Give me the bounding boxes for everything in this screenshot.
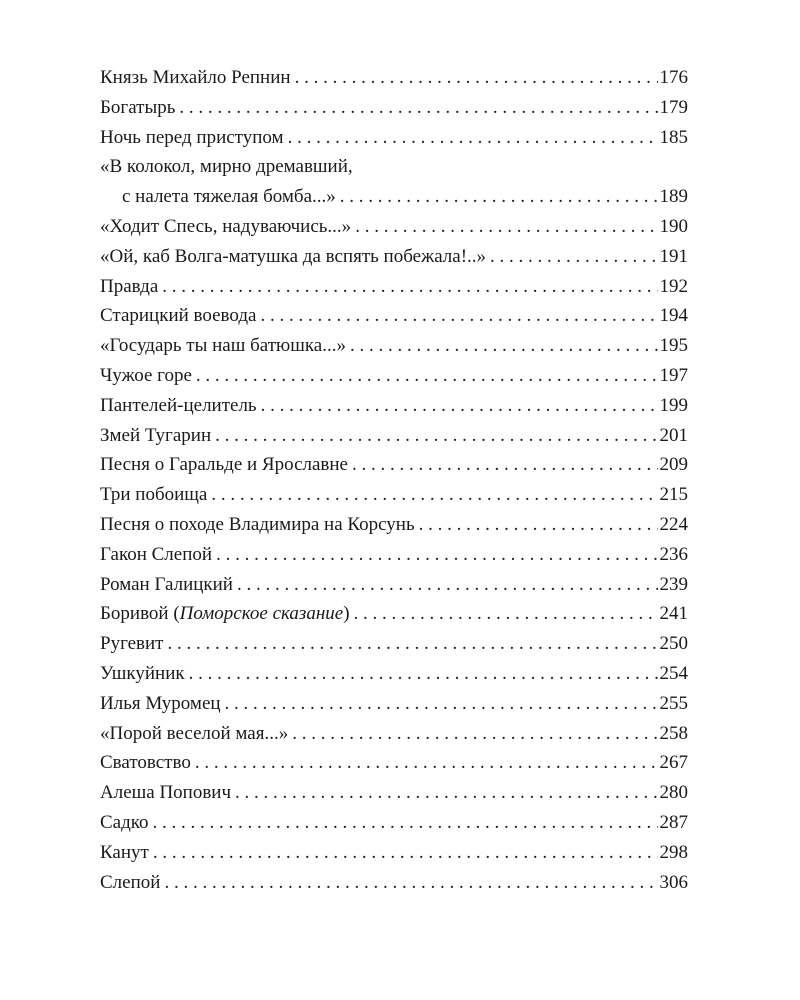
toc-leader-dots (354, 599, 658, 629)
toc-entry-title: Боривой ( (100, 603, 180, 625)
toc-entry-page: 236 (659, 543, 688, 565)
toc-entry-page: 224 (659, 513, 688, 535)
toc-entry (100, 480, 688, 510)
toc-entry-title: Алеша Попович (100, 782, 232, 804)
toc-entry (100, 599, 688, 629)
toc-entry-page: 254 (659, 662, 688, 684)
toc-entry-title: Песня о Гаральде и Ярославне (100, 454, 348, 476)
toc-entry-page: 189 (659, 186, 688, 208)
toc-entry-page: 267 (659, 752, 688, 774)
toc-entry (100, 93, 688, 123)
toc-entry-title: Князь Михайло Репнин (100, 67, 291, 88)
toc-entry (100, 570, 688, 600)
toc-entry (100, 272, 688, 302)
toc-entry (100, 659, 688, 689)
toc-entry-subtitle: Поморское сказание (179, 603, 344, 625)
toc-entry-title: Богатырь (100, 96, 176, 118)
toc-entry-title: «Государь ты наш батюшка...» (100, 335, 346, 357)
toc-entry-page: 185 (659, 126, 688, 148)
toc-entry-page: 194 (659, 305, 688, 327)
toc-entry-page: 250 (659, 633, 688, 655)
toc-entry (100, 838, 688, 868)
toc-leader-dots (340, 182, 658, 212)
toc-entry-title-close: ) (343, 603, 350, 625)
toc-leader-dots (195, 748, 658, 778)
table-of-contents (100, 63, 688, 897)
toc-entry-page: 255 (659, 692, 688, 714)
toc-leader-dots (490, 242, 657, 272)
toc-entry-title: Сватовство (100, 752, 191, 774)
toc-entry (100, 301, 688, 331)
toc-entry (100, 778, 688, 808)
toc-entry-page: 179 (659, 96, 688, 118)
toc-entry (100, 123, 688, 153)
toc-entry-page: 306 (659, 871, 688, 893)
toc-leader-dots (237, 570, 658, 600)
toc-entry-page: 215 (659, 484, 688, 506)
toc-entry-title: «Ходит Спесь, надуваючись...» (100, 215, 352, 237)
toc-entry-title: Ругевит (100, 633, 164, 655)
toc-entry-page: 241 (659, 603, 688, 625)
toc-entry (100, 540, 688, 570)
toc-entry (100, 63, 688, 93)
toc-entry (100, 242, 688, 272)
toc-entry-page: 239 (659, 573, 688, 595)
toc-entry-title: «Порой веселой мая...» (100, 722, 289, 744)
toc-entry-title: Правда (100, 275, 159, 297)
toc-entry-page: 195 (659, 335, 688, 357)
toc-entry (100, 748, 688, 778)
toc-entry-page: 201 (659, 424, 688, 446)
toc-leader-dots (215, 421, 657, 451)
toc-leader-dots (164, 868, 657, 898)
toc-entry (100, 689, 688, 719)
toc-leader-dots (211, 480, 657, 510)
toc-entry-title-group (100, 599, 354, 629)
toc-entry-title: Ночь перед приступом (100, 126, 284, 148)
toc-entry (100, 361, 688, 391)
toc-leader-dots (196, 361, 658, 391)
toc-entry-title: Слепой (100, 871, 161, 893)
toc-entry-page: 197 (659, 364, 688, 386)
toc-entry-title: Три побоища (100, 484, 208, 506)
toc-entry-title: Чужое горе (100, 364, 192, 386)
toc-leader-dots (419, 510, 658, 540)
toc-entry-page: 190 (659, 215, 688, 237)
toc-entry (100, 450, 688, 480)
toc-entry (100, 421, 688, 451)
toc-leader-dots (153, 838, 658, 868)
toc-leader-dots (352, 450, 658, 480)
toc-entry-page: 176 (659, 67, 688, 88)
toc-entry-title: Илья Муромец (100, 692, 221, 714)
toc-leader-dots (225, 689, 658, 719)
toc-entry-page: 209 (659, 454, 688, 476)
toc-entry (100, 868, 688, 898)
toc-entry-title: с налета тяжелая бомба...» (122, 186, 336, 208)
toc-entry (100, 719, 688, 749)
toc-entry-title: Старицкий воевода (100, 305, 257, 327)
toc-entry-page: 287 (659, 811, 688, 833)
toc-entry-title-line1: «В колокол, мирно дремавший, (100, 156, 353, 178)
toc-entry (100, 331, 688, 361)
toc-leader-dots (216, 540, 657, 570)
toc-entry (100, 629, 688, 659)
toc-entry-title: Песня о походе Владимира на Корсунь (100, 513, 415, 535)
toc-leader-dots (153, 808, 658, 838)
toc-entry (100, 391, 688, 421)
toc-entry-title: Ушкуйник (100, 662, 185, 684)
toc-leader-dots (168, 629, 658, 659)
toc-entry (100, 808, 688, 838)
toc-leader-dots (355, 212, 657, 242)
toc-entry-title: «Ой, каб Волга-матушка да вспять побежала!..» (100, 245, 487, 267)
toc-leader-dots (295, 63, 658, 93)
toc-entry-page: 191 (659, 245, 688, 267)
toc-leader-dots (288, 123, 658, 153)
toc-entry (100, 182, 688, 212)
toc-entry-title: Змей Тугарин (100, 424, 212, 446)
toc-entry-page: 298 (659, 841, 688, 863)
toc-entry-page: 258 (659, 722, 688, 744)
toc-leader-dots (350, 331, 658, 361)
toc-leader-dots (235, 778, 657, 808)
toc-entry-title: Роман Галицкий (100, 573, 233, 595)
toc-entry (100, 212, 688, 242)
toc-entry-title: Гакон Слепой (100, 543, 213, 565)
toc-entry-title: Садко (100, 811, 149, 833)
toc-entry (100, 510, 688, 540)
toc-entry-page: 192 (659, 275, 688, 297)
toc-entry-title: Пантелей-целитель (100, 394, 257, 416)
toc-leader-dots (292, 719, 657, 749)
toc-leader-dots (189, 659, 658, 689)
toc-leader-dots (179, 93, 657, 123)
toc-entry-page: 280 (659, 782, 688, 804)
toc-leader-dots (260, 301, 657, 331)
toc-entry-page: 199 (659, 394, 688, 416)
toc-leader-dots (261, 391, 658, 421)
toc-leader-dots (162, 272, 657, 302)
toc-entry-title: Канут (100, 841, 149, 863)
